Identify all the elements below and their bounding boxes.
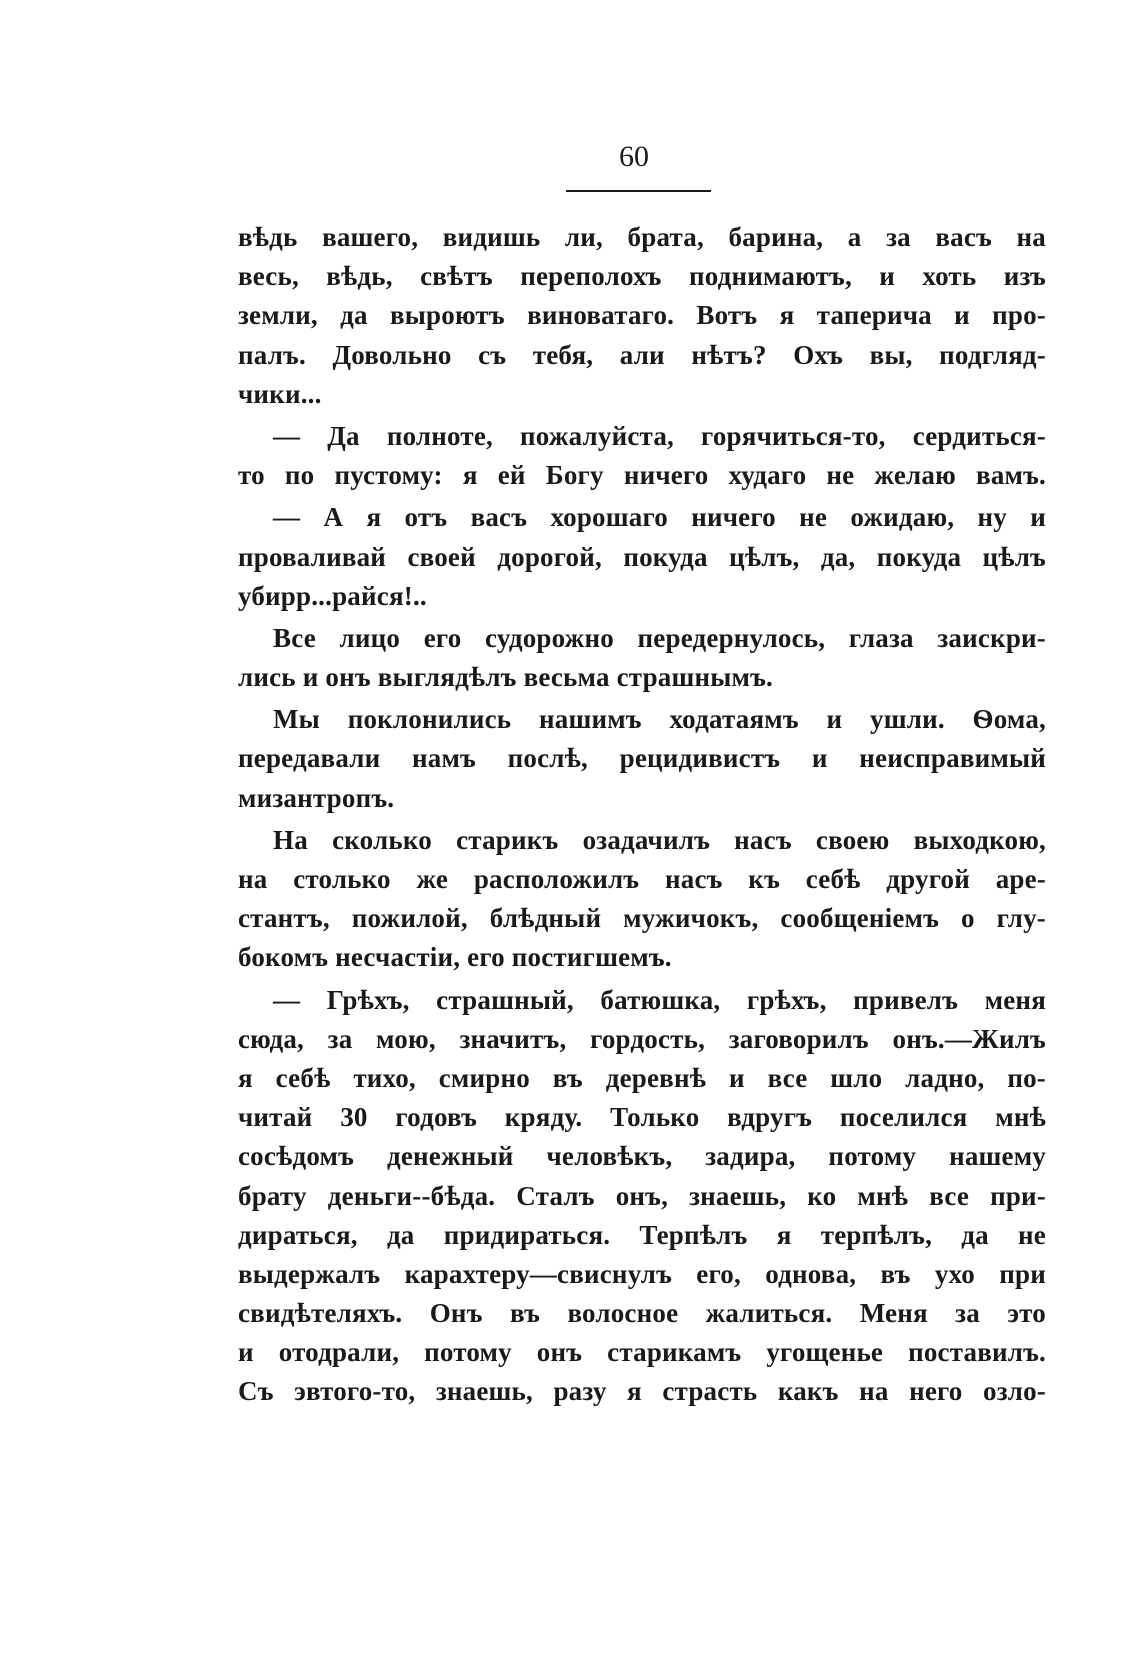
paragraph bbox=[238, 700, 1046, 818]
text-line: Мы поклонились нашимъ ходатаямъ и ушли. Ѳома, bbox=[273, 704, 1046, 735]
text-line: убирр...райся!.. bbox=[238, 580, 427, 611]
text-line: дираться, да придираться. Терпѣлъ я терпѣлъ, да не bbox=[238, 1219, 1046, 1250]
paragraph bbox=[238, 417, 1046, 495]
text-line: то по пустому: я ей Богу ничего худаго не желаю вамъ. bbox=[238, 460, 1046, 491]
text-line: проваливай своей дорогой, покуда цѣлъ, да, покуда цѣлъ bbox=[238, 541, 1046, 572]
text-line: палъ. Довольно съ тебя, али нѣтъ? Охъ вы, подгляд- bbox=[238, 339, 1046, 370]
text-line: сюда, за мою, значитъ, гордость, заговорилъ онъ.—Жилъ bbox=[238, 1023, 1046, 1054]
paragraph bbox=[238, 498, 1046, 616]
text-body bbox=[238, 218, 1046, 1412]
text-line: брату деньги--бѣда. Сталъ онъ, знаешь, ко мнѣ все при- bbox=[238, 1180, 1046, 1211]
text-line: мизантропъ. bbox=[238, 782, 395, 813]
text-line: передавали намъ послѣ, рецидивистъ и неисправимый bbox=[238, 743, 1046, 774]
text-line: — А я отъ васъ хорошаго ничего не ожидаю, ну и bbox=[273, 502, 1046, 533]
text-line: выдержалъ карахтеру—свиснулъ его, однова, въ ухо при bbox=[238, 1258, 1046, 1289]
paragraph bbox=[238, 218, 1046, 414]
text-line: Съ эвтого-то, знаешь, разу я страсть какъ на него озло- bbox=[238, 1376, 1046, 1407]
page-number: 60 bbox=[619, 140, 649, 173]
text-line: и отодрали, потому онъ старикамъ угощенье поставилъ. bbox=[238, 1337, 1046, 1368]
text-line: На сколько старикъ озадачилъ насъ своею выходкою, bbox=[273, 824, 1046, 855]
paragraph bbox=[238, 821, 1046, 978]
text-line: вѣдь вашего, видишь ли, брата, барина, а за васъ на bbox=[238, 222, 1046, 252]
text-line: земли, да вырoютъ виноватаго. Вотъ я таперича и про- bbox=[238, 300, 1046, 331]
text-line: бокомъ несчастіи, его постигшемъ. bbox=[238, 942, 672, 973]
text-line: Все лицо его судорожно передернулось, глаза заискри- bbox=[273, 622, 1046, 653]
text-line: — Да полноте, пожалуйста, горячиться-то, сердиться- bbox=[273, 420, 1046, 451]
paragraph bbox=[238, 619, 1046, 697]
text-line: весь, вѣдь, свѣтъ переполохъ поднимаютъ, и хоть изъ bbox=[238, 261, 1046, 292]
text-line: чики... bbox=[238, 378, 322, 409]
text-line: читай 30 годовъ кряду. Только вдругъ поселился мнѣ bbox=[238, 1102, 1046, 1133]
text-line: — Грѣхъ, страшный, батюшка, грѣхъ, привелъ меня bbox=[273, 984, 1046, 1015]
text-line: я себѣ тихо, смирно въ деревнѣ и все шло ладно, по- bbox=[238, 1062, 1046, 1093]
paragraph bbox=[238, 981, 1046, 1412]
text-line: на столько же расположилъ насъ къ себѣ другой аре- bbox=[238, 864, 1046, 894]
text-line: стантъ, пожилой, блѣдный мужичокъ, сообщеніемъ о глу- bbox=[238, 903, 1046, 934]
text-line: свидѣтеляхъ. Онъ въ волосное жалиться. Меня за это bbox=[238, 1298, 1046, 1329]
text-line: сосѣдомъ денежный человѣкъ, задира, потому нашему bbox=[238, 1141, 1046, 1172]
text-line: лись и онъ выглядѣлъ весьма страшнымъ. bbox=[238, 662, 773, 693]
page-number-rule bbox=[566, 190, 711, 192]
